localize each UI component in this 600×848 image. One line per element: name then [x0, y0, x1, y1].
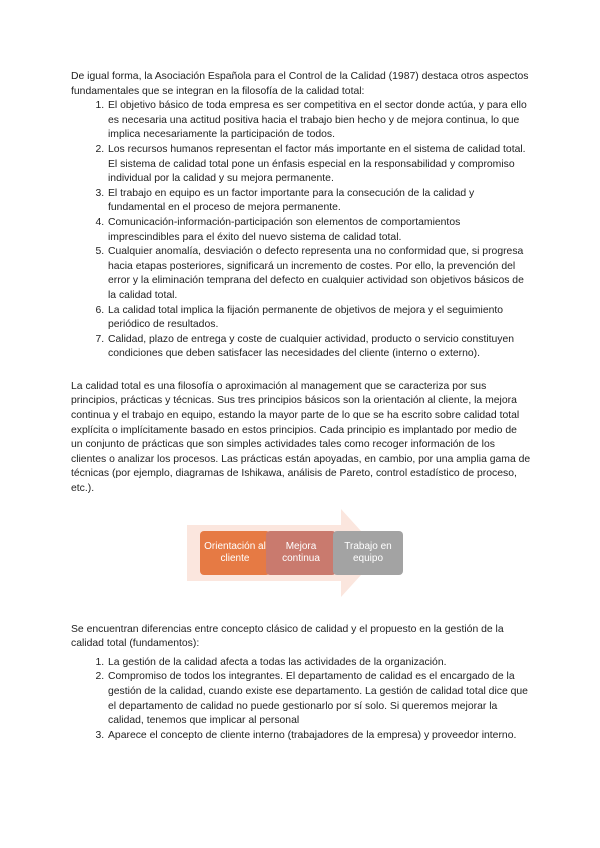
box-orientacion-cliente: Orientación al cliente	[200, 531, 270, 575]
intro-paragraph: De igual forma, la Asociación Española para el Control de la Calidad (1987) destaca otros aspectos fundamentales que se integran en la filosofía de la calidad total:	[71, 71, 529, 97]
list-item: 7. Calidad, plazo de entrega y coste de cualquier actividad, producto o servicio constituyen condiciones que deben satisfacer las necesidades del cliente (interno o externo).	[107, 333, 531, 362]
list-item: 1. El objetivo básico de toda empresa es ser competitiva en el sector donde actúa, y para ello es necesaria una actitud positiva hacia el trabajo bien hecho y de mejora continua, lo que implica necesariamente la participación de todos.	[107, 99, 531, 143]
list-item: 3. El trabajo en equipo es un factor importante para la consecución de la calidad y fundamental en el proceso de mejora permanente.	[107, 187, 531, 216]
box-mejora-continua: Mejora continua	[266, 531, 336, 575]
list-item: 2. Los recursos humanos representan el factor más importante en el sistema de calidad total. El sistema de calidad total pone un énfasis especial en la responsabilidad y compromiso individual por la calidad y su mejora permanente.	[107, 143, 531, 187]
principles-paragraph: La calidad total es una filosofía o aproximación al management que se caracteriza por sus principios, prácticas y técnicas. Sus tres principios básicos son la orientación al cliente, la mejora continua y el trabajo en equipo, estando la mayor parte de lo que se ha escrito sobre calidad total explícita o implícitamente basado en estos principios. Cada principio es implantado por medio de un conjunto de prácticas que son simples actividades tales como recoger información de los clientes o analizar los procesos. Las prácticas están apoyadas, en cambio, por una amplia gama de técnicas (por ejemplo, diagramas de Ishikawa, análisis de Pareto, control estadístico de proceso, etc.).	[71, 380, 531, 495]
document-page	[71, 70, 531, 743]
principles-diagram	[71, 509, 531, 609]
differences-paragraph: Se encuentran diferencias entre concepto clásico de calidad y el propuesto en la gestión de la calidad total (fundamentos):	[71, 623, 504, 650]
list-item: 3. Aparece el concepto de cliente interno (trabajadores de la empresa) y proveedor interno.	[107, 729, 531, 744]
aspects-list	[71, 99, 531, 362]
list-item: 1. La gestión de la calidad afecta a todas las actividades de la organización.	[107, 656, 531, 671]
list-item: 5. Cualquier anomalía, desviación o defecto representa una no conformidad que, si progresa hacia etapas posteriores, significará un incremento de costes. Por ello, la prevención del error y la eliminación temprana del defecto en cualquier actividad son objetivos básicos de la calidad total.	[107, 245, 531, 303]
list-item: 6. La calidad total implica la fijación permanente de objetivos de mejora y el seguimiento periódico de resultados.	[107, 304, 531, 333]
list-item: 4. Comunicación-información-participación son elementos de comportamientos imprescindibles para el éxito del nuevo sistema de calidad total.	[107, 216, 531, 245]
list-item: 2. Compromiso de todos los integrantes. El departamento de calidad es el encargado de la gestión de la calidad, cuando existe ese departamento. La gestión de calidad total dice que el departamento de calidad no puede gestionarlo por sí solo. Si queremos mejorar la calidad, tenemos que implicar al personal	[107, 670, 531, 728]
box-trabajo-equipo: Trabajo en equipo	[333, 531, 403, 575]
fundamentals-list	[71, 656, 531, 744]
